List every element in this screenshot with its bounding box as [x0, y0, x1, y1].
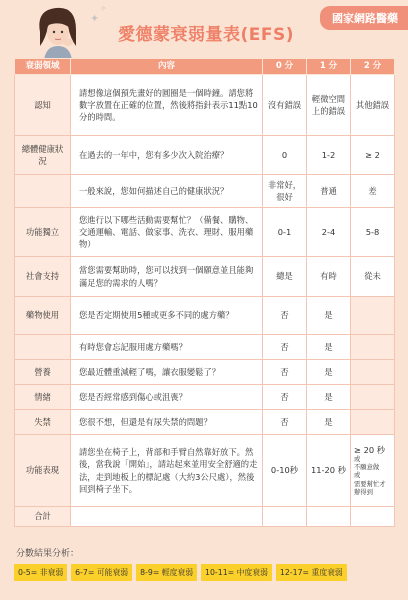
score-2-note: 不願意做	[354, 464, 380, 472]
row-domain: 情緒	[15, 385, 71, 410]
legend-item: 8-9= 輕度衰弱	[136, 564, 197, 581]
row-domain: 藥物使用	[15, 297, 71, 335]
row-score-0: 否	[263, 360, 307, 385]
row-question: 一般來說，您如何描述自己的健康狀況？	[71, 175, 263, 208]
score-legend	[14, 564, 394, 581]
row-score-1: 2-4	[307, 208, 351, 257]
row-score-2-empty	[351, 360, 395, 385]
row-score-0: 總是	[263, 257, 307, 297]
row-domain: 總體健康狀況	[15, 136, 71, 175]
table-row	[15, 410, 395, 435]
row-score-0: 沒有錯誤	[263, 75, 307, 136]
legend-item: 6-7= 可能衰弱	[71, 564, 132, 581]
row-score-1: 有時	[307, 257, 351, 297]
row-score-1: 普通	[307, 175, 351, 208]
row-score-1: 11-20 秒	[307, 435, 351, 507]
row-score-1: 輕微空間上的錯誤	[307, 75, 351, 136]
row-domain: 功能獨立	[15, 208, 71, 257]
col-header-score-2: 2 分	[351, 59, 395, 75]
table-row	[15, 257, 395, 297]
row-score-0: 0-10秒	[263, 435, 307, 507]
row-question: 您進行以下哪些活動需要幫忙？（備餐、購物、交通運輸、電話、做家事、洗衣、理財、服用藥物）	[71, 208, 263, 257]
col-header-score-1: 1 分	[307, 59, 351, 75]
table-row	[15, 208, 395, 257]
row-question: 您最近體重減輕了嗎，讓衣服變鬆了？	[71, 360, 263, 385]
total-empty	[307, 507, 351, 527]
sparkle-icon: ✦	[90, 12, 100, 25]
row-question: 您很不想，但還是有尿失禁的問題？	[71, 410, 263, 435]
total-empty	[263, 507, 307, 527]
row-score-1: 是	[307, 297, 351, 335]
col-header-score-0: 0 分	[263, 59, 307, 75]
row-score-2-empty	[351, 410, 395, 435]
row-score-0: 否	[263, 335, 307, 360]
row-domain: 社會支持	[15, 257, 71, 297]
row-domain: 認知	[15, 75, 71, 136]
total-label: 合計	[15, 507, 71, 527]
score-2-main: ≥ 20 秒	[354, 445, 386, 456]
col-header-content: 內容	[71, 59, 263, 75]
row-question: 當您需要幫助時，您可以找到一個願意並且能夠滿足您的需求的人嗎？	[71, 257, 263, 297]
table-row-function	[15, 435, 395, 507]
row-question: 請您坐在椅子上，背部和手臂自然靠好放下。然後，當我說「開始」，請站起來並用安全舒適的走法，走到地板上的標記處（大約3公尺處），然後回到椅子坐下。	[71, 435, 263, 507]
row-score-0: 非常好，很好	[263, 175, 307, 208]
row-score-2	[351, 435, 395, 507]
row-domain: 失禁	[15, 410, 71, 435]
row-score-0: 否	[263, 297, 307, 335]
score-2-note: 需要幫忙才辦得到	[354, 480, 386, 496]
row-question: 您是否定期使用5種或更多不同的處方藥？	[71, 297, 263, 335]
score-2-or: 或	[354, 456, 361, 464]
score-2-or: 或	[354, 472, 361, 480]
table-row	[15, 385, 395, 410]
efs-table	[14, 58, 395, 527]
table-row	[15, 360, 395, 385]
row-question: 有時您會忘記服用處方藥嗎？	[71, 335, 263, 360]
row-score-2-empty	[351, 385, 395, 410]
row-score-0: 否	[263, 385, 307, 410]
row-score-1: 是	[307, 360, 351, 385]
table-header-row	[15, 59, 395, 75]
page-title: 愛德蒙衰弱量表(EFS)	[118, 25, 295, 45]
row-score-2: 差	[351, 175, 395, 208]
row-question: 在過去的一年中，您有多少次入院治療？	[71, 136, 263, 175]
total-empty	[71, 507, 263, 527]
legend-item: 12-17= 重度衰弱	[276, 564, 347, 581]
row-domain: 功能表現	[15, 435, 71, 507]
row-score-2: ≥ 2	[351, 136, 395, 175]
row-score-0: 0	[263, 136, 307, 175]
table-row	[15, 75, 395, 136]
row-score-0: 否	[263, 410, 307, 435]
row-domain: 營養	[15, 360, 71, 385]
row-score-2: 其他錯誤	[351, 75, 395, 136]
table-row	[15, 335, 395, 360]
row-score-1: 是	[307, 385, 351, 410]
row-score-2-empty	[351, 297, 395, 335]
row-score-2: 從未	[351, 257, 395, 297]
row-score-2-empty	[351, 335, 395, 360]
table-row	[15, 175, 395, 208]
table-row	[15, 297, 395, 335]
row-question: 請想像這個預先畫好的圓圈是一個時鐘。請您將數字放置在正確的位置，然後將指針表示11點10分的時間。	[71, 75, 263, 136]
analysis-title: 分數結果分析：	[16, 549, 80, 559]
row-domain	[15, 175, 71, 208]
row-score-1: 1-2	[307, 136, 351, 175]
total-empty	[351, 507, 395, 527]
row-question: 您是否經常感到傷心或沮喪？	[71, 385, 263, 410]
legend-item: 0-5= 非衰弱	[14, 564, 67, 581]
row-score-1: 是	[307, 335, 351, 360]
row-domain	[15, 335, 71, 360]
col-header-domain: 衰弱領域	[15, 59, 71, 75]
legend-item: 10-11= 中度衰弱	[201, 564, 272, 581]
row-score-1: 是	[307, 410, 351, 435]
table-row	[15, 136, 395, 175]
row-score-2: 5-8	[351, 208, 395, 257]
table-row-total	[15, 507, 395, 527]
brand-tag: 國家網路醫藥	[320, 6, 408, 30]
row-score-0: 0-1	[263, 208, 307, 257]
sparkle-icon: ✧	[100, 4, 107, 13]
woman-thinking-illustration	[30, 2, 86, 60]
